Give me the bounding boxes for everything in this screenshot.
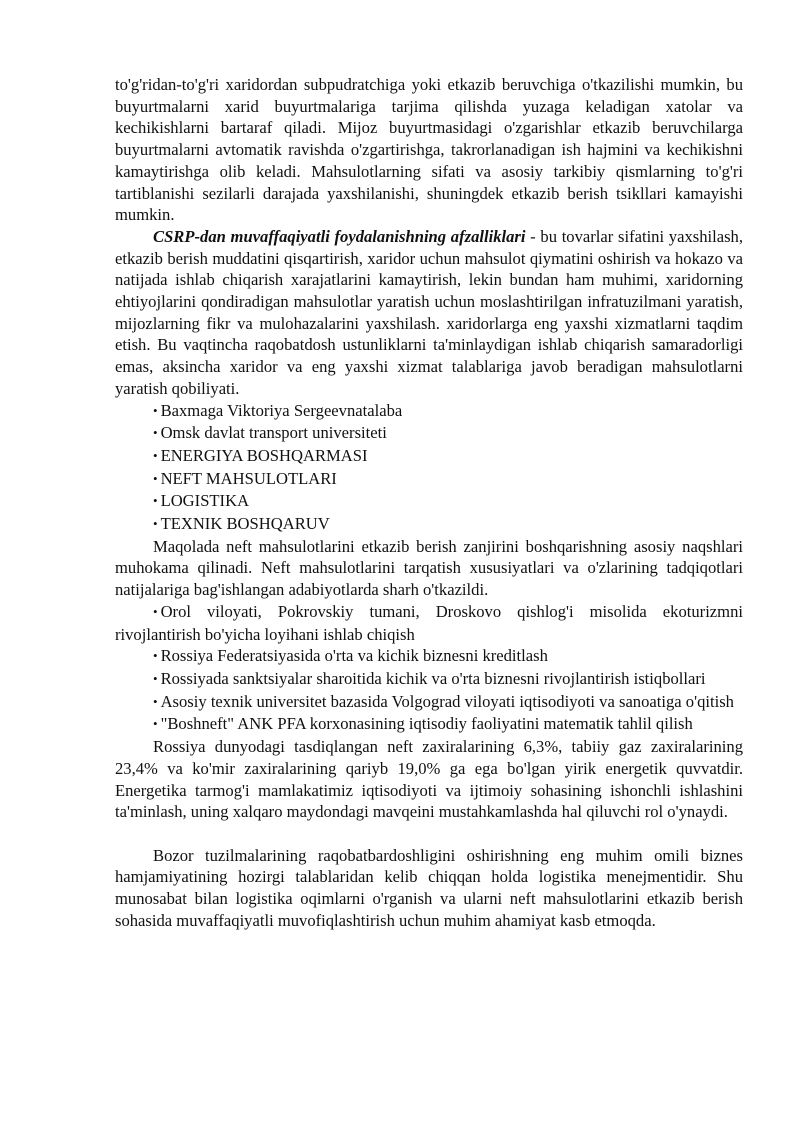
- keywords-list: [115, 400, 743, 536]
- bullet-icon: •: [153, 670, 158, 686]
- bullet-icon: •: [153, 425, 158, 441]
- paragraph-text: - bu tovarlar sifatini yaxshilash, etkazib berish muddatini qisqartirish, xaridor uchun mahsulot qiymatini oshirish va hokazo va natijada ishlab chiqarish xarajatlarini kamaytirish, lekin bundan ham muhimi, xaridorning ehtiyojlarini qondiradigan mahsulotlar yaratish uchun moslashtirilgan infratuzilmani yaratish, mijozlarning fikr va mulohazalarini yaxshilash. xaridorlarga eng yaxshi xizmatlarni taqdim etish. Bu vaqtincha raqobatdosh ustunliklarni ta'minlaydigan ishlab chiqarish samaradorligi emas, aksincha xaridor va eng yaxshi xizmat talablariga javob beradigan mahsulotlarni yaratish qobiliyati.: [115, 226, 743, 398]
- list-item: • Omsk davlat transport universiteti: [153, 423, 387, 443]
- list-item: • Rossiyada sanktsiyalar sharoitida kichik va o'rta biznesni rivojlantirish istiqbollari: [153, 668, 706, 688]
- document-page: [115, 74, 743, 931]
- related-articles-list: [115, 601, 743, 736]
- list-item: • "Boshneft" ANK PFA korxonasining iqtisodiy faoliyatini matematik tahlil qilish: [153, 714, 693, 734]
- paragraph-continuation: to'g'ridan-to'g'ri xaridordan subpudratchiga yoki etkazib beruvchiga o'tkazilishi mumkin, bu buyurtmalarni xarid buyurtmalariga tarjima qilishda yuzaga keladigan xatolar va kechikishlarni bartaraf qiladi. Mijoz buyurtmasidagi o'zgarishlar etkazib beruvchilarga buyurtmalarni avtomatik ravishda o'zgartirishga, takrorlanadigan ish hajmini va kechikishni kamaytirishga olib keladi. Mahsulotlarning sifati va asosiy tarkibiy qismlarning to'g'ri tartiblanishi sezilarli darajada yaxshilanishi, shuningdek etkazib berish tsikllari kamayishi mumkin.: [115, 75, 743, 225]
- list-item: • TEXNIK BOSHQARUV: [153, 514, 330, 534]
- list-item: • Orol viloyati, Pokrovskiy tumani, Droskovo qishlog'i misolida ekoturizmni rivojlantirish bo'yicha loyihani ishlab chiqish: [115, 601, 743, 644]
- bullet-icon: •: [153, 603, 158, 619]
- bullet-icon: •: [153, 402, 158, 418]
- list-item: • Asosiy texnik universitet bazasida Volgograd viloyati iqtisodiyoti va sanoatiga o'qitish: [153, 691, 734, 711]
- bullet-icon: •: [153, 470, 158, 486]
- bullet-icon: •: [153, 716, 158, 732]
- list-item: • ENERGIYA BOSHQARMASI: [153, 445, 368, 465]
- list-item: • Rossiya Federatsiyasida o'rta va kichik biznesni kreditlash: [153, 646, 548, 666]
- list-item: • Baxmaga Viktoriya Sergeevnatalaba: [153, 400, 403, 420]
- list-item: • LOGISTIKA: [153, 491, 250, 511]
- paragraph-spacer: [115, 823, 743, 845]
- bullet-icon: •: [153, 516, 158, 532]
- paragraph-russia-reserves: Rossiya dunyodagi tasdiqlangan neft zaxiralarining 6,3%, tabiiy gaz zaxiralarining 23,4% va ko'mir zaxiralarining qariyb 19,0% ga ega bo'lgan yirik energetik quvvatdir. Energetika tarmog'i mamlakatimiz iqtisodiyoti va ijtimoiy sohasining ishonchli ishlashini ta'minlash, uning xalqaro maydondagi mavqeini mustahkamlashda hal qiluvchi rol o'ynaydi.: [115, 737, 743, 822]
- paragraph-csrp-benefits: [115, 226, 743, 400]
- bullet-icon: •: [153, 447, 158, 463]
- bullet-icon: •: [153, 648, 158, 664]
- bullet-icon: •: [153, 493, 158, 509]
- list-item: • NEFT MAHSULOTLARI: [153, 468, 337, 488]
- paragraph-lead: CSRP-dan muvaffaqiyatli foydalanishning afzalliklari: [153, 226, 526, 246]
- paragraph-logistics: Bozor tuzilmalarining raqobatbardoshligini oshirishning eng muhim omili biznes hamjamiyatining hozirgi talablaridan kelib chiqqan holda logistika menejmentidir. Shu munosabat bilan logistika oqimlarni o'rganish va ularni neft mahsulotlarini etkazib berish sohasida muvaffaqiyatli muvofiqlashtirish uchun muhim ahamiyat kasb etmoqda.: [115, 845, 743, 930]
- paragraph-article-summary: Maqolada neft mahsulotlarini etkazib berish zanjirini boshqarishning asosiy naqshlari muhokama qilinadi. Neft mahsulotlarini tarqatish xususiyatlari va o'zlarining tadqiqotlari natijalariga bag'ishlangan adabiyotlarda sharh o'tkazildi.: [115, 536, 743, 600]
- bullet-icon: •: [153, 693, 158, 709]
